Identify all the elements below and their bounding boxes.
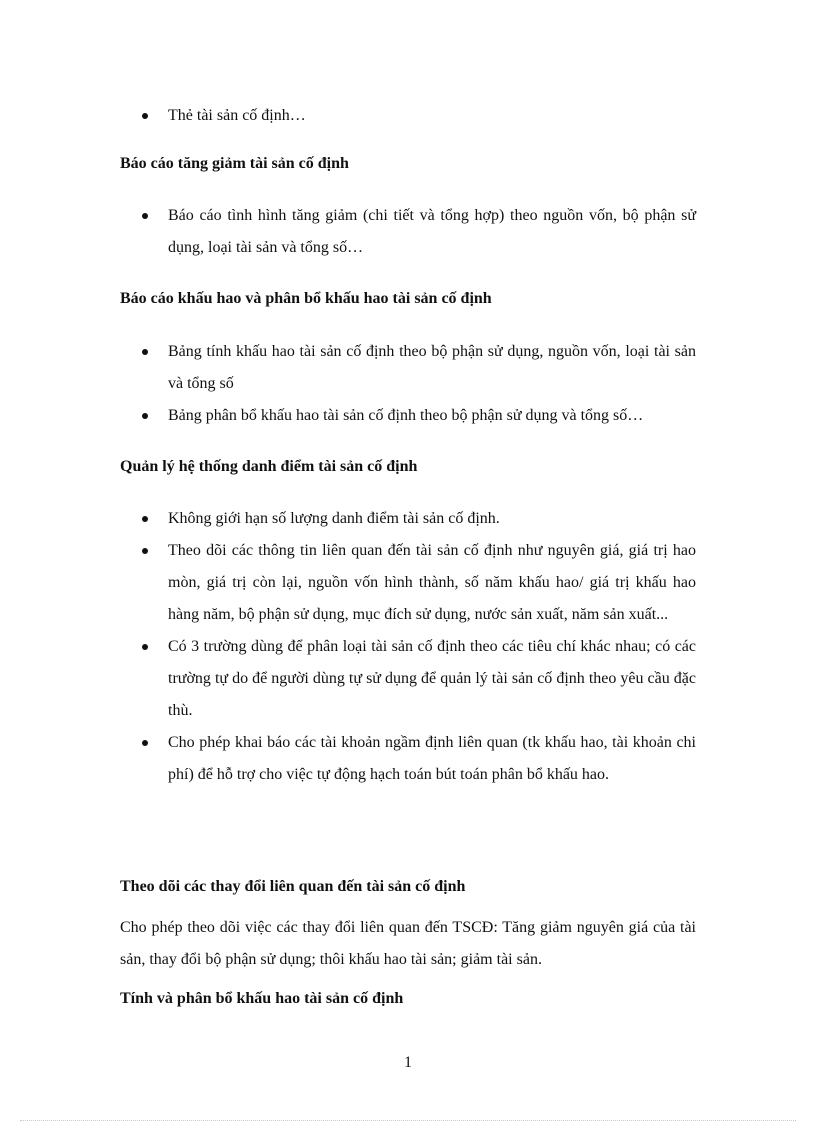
section-heading-depreciation-calc: Tính và phân bổ khấu hao tài sản cố định <box>120 990 404 1007</box>
section-heading-asset-catalog: Quản lý hệ thống danh điểm tài sản cố định <box>120 458 418 475</box>
bullet-icon <box>142 413 148 419</box>
bullet-icon <box>142 740 148 746</box>
list-item <box>140 503 696 535</box>
section-heading-asset-change-report: Báo cáo tăng giảm tài sản cố định <box>120 155 349 172</box>
asset-catalog-bullet-list <box>140 503 696 791</box>
asset-changes-paragraph: Cho phép theo dõi việc các thay đổi liên quan đến TSCĐ: Tăng giảm nguyên giá của tài sản, thay đổi bộ phận sử dụng; thôi khấu hao tài sản; giảm tài sản. <box>120 919 696 968</box>
bullet-icon <box>142 349 148 355</box>
list-item-text: Theo dõi các thông tin liên quan đến tài sản cố định như nguyên giá, giá trị hao mòn, giá trị còn lại, nguồn vốn hình thành, số năm khấu hao/ giá trị khấu hao hàng năm, bộ phận sử dụng, mục đích sử dụng, nước sản xuất, năm sản xuất... <box>168 542 696 623</box>
bullet-icon <box>142 548 148 554</box>
list-item <box>140 200 696 264</box>
list-item-text: Thẻ tài sản cố định… <box>168 107 306 124</box>
bullet-icon <box>142 213 148 219</box>
depreciation-report-bullet-list <box>140 336 696 432</box>
list-item-text: Bảng tính khấu hao tài sản cố định theo bộ phận sử dụng, nguồn vốn, loại tài sản và tổng số <box>168 343 696 392</box>
list-item-text: Có 3 trường dùng để phân loại tài sản cố định theo các tiêu chí khác nhau; có các trường tự do để người dùng tự sử dụng để quản lý tài sản cố định theo yêu cầu đặc thù. <box>168 638 696 719</box>
section-heading-depreciation-report: Báo cáo khấu hao và phân bổ khấu hao tài sản cố định <box>120 290 492 307</box>
bullet-icon <box>142 644 148 650</box>
page-number: 1 <box>404 1054 412 1071</box>
list-item <box>140 100 696 132</box>
list-item-text: Cho phép khai báo các tài khoản ngầm định liên quan (tk khấu hao, tài khoản chi phí) để hỗ trợ cho việc tự động hạch toán bút toán phân bổ khấu hao. <box>168 734 696 783</box>
list-item <box>140 400 696 432</box>
list-item-text: Bảng phân bổ khấu hao tài sản cố định theo bộ phận sử dụng và tổng số… <box>168 407 644 424</box>
list-item <box>140 727 696 791</box>
intro-bullet-list <box>140 100 696 132</box>
section-heading-asset-changes: Theo dõi các thay đổi liên quan đến tài sản cố định <box>120 878 466 895</box>
list-item-text: Báo cáo tình hình tăng giảm (chi tiết và tổng hợp) theo nguồn vốn, bộ phận sử dụng, loại tài sản và tổng số… <box>168 207 696 256</box>
list-item <box>140 336 696 400</box>
list-item-text: Không giới hạn số lượng danh điểm tài sản cố định. <box>168 510 500 527</box>
bullet-icon <box>142 516 148 522</box>
list-item <box>140 631 696 727</box>
asset-change-report-bullet-list <box>140 200 696 264</box>
bullet-icon <box>142 113 148 119</box>
footer-divider <box>20 1120 796 1121</box>
list-item <box>140 535 696 631</box>
